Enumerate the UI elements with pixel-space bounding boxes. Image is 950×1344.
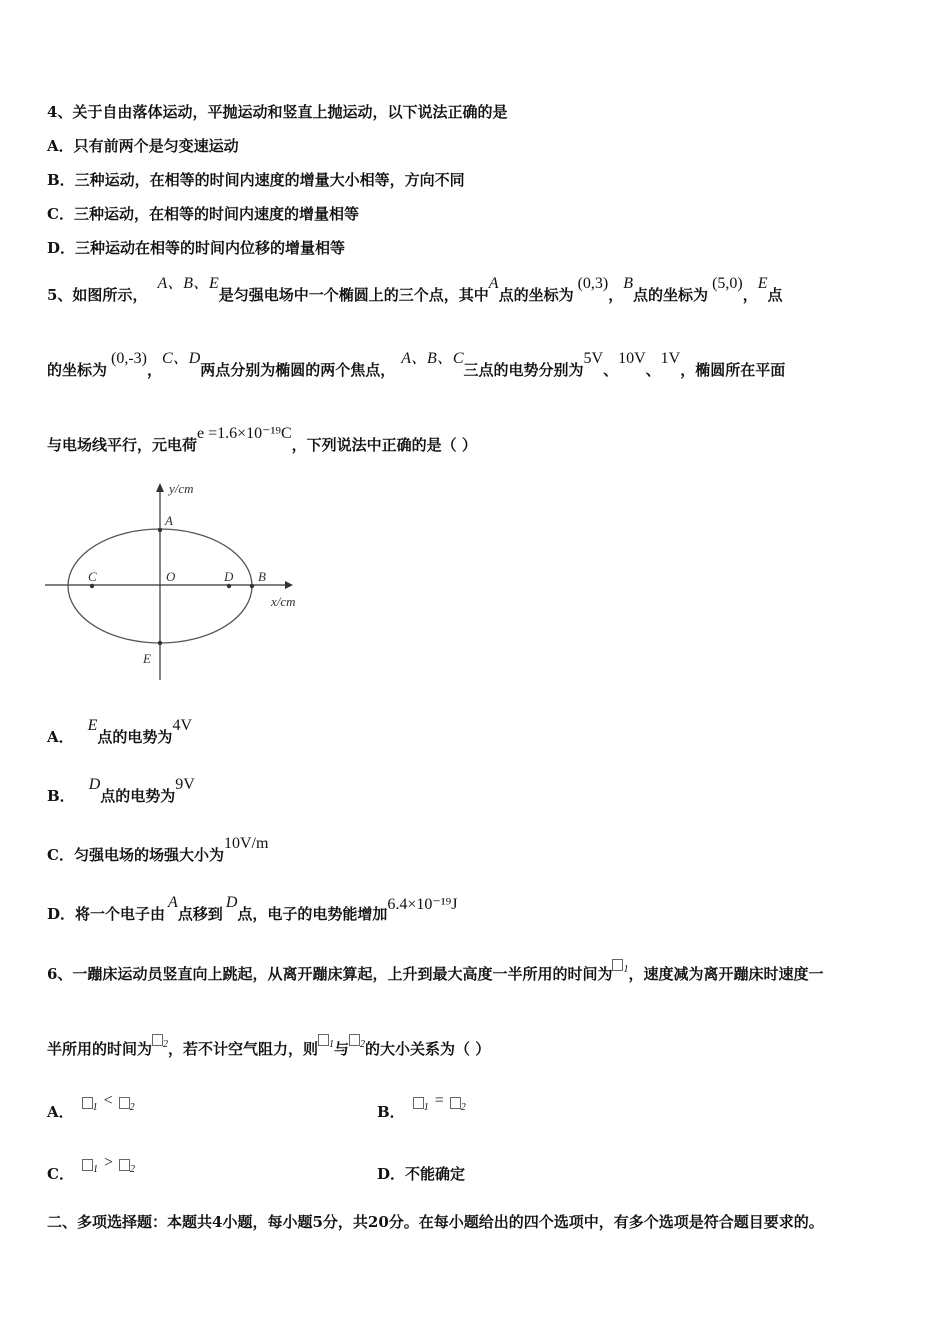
point-e-dot [158, 641, 162, 645]
q6-option-b: B． 1 = 2 [377, 1092, 466, 1121]
section2-heading: 二、多项选择题：本题共4小题，每小题5分，共20分。在每小题给出的四个选项中，有多个选项是符合题目要求的。 [47, 1213, 824, 1231]
point-d-dot [227, 584, 231, 588]
label-e: E [143, 651, 151, 666]
q6-option-a: A． 1 < 2 [47, 1092, 135, 1121]
points-abe: A、B、E [157, 275, 219, 292]
elementary-charge: e =1.6×10⁻¹⁹C [197, 425, 292, 442]
q4-option-b: B．三种运动，在相等的时间内速度的增量大小相等，方向不同 [47, 171, 465, 189]
q5-line2: 的坐标为(0,-3)，C、D两点分别为椭圆的两个焦点，A、B、C三点的电势分别为5V、10V、1V，椭圆所在平面 [47, 350, 786, 379]
q6-line2: 半所用的时间为 2，若不计空气阻力，则 1与 2的大小关系为（ ） [47, 1040, 490, 1058]
q4-option-a: A．只有前两个是匀变速运动 [47, 137, 239, 155]
q5-option-a: A．E点的电势为4V [47, 717, 192, 746]
q4-stem: 4、关于自由落体运动，平抛运动和竖直上抛运动，以下说法正确的是 [47, 103, 508, 121]
q6-option-c: C． 1 > 2 [47, 1154, 135, 1183]
potential-3: 1V [660, 350, 681, 367]
potential-1: 5V [583, 350, 604, 367]
point-e: E [757, 275, 768, 292]
x-axis-label: x/cm [271, 594, 296, 609]
potential-2: 10V [618, 350, 646, 367]
q5-option-c: C．匀强电场的场强大小为10V/m [47, 835, 269, 864]
q6-option-d: D．不能确定 [377, 1165, 466, 1183]
label-b: B [258, 569, 266, 584]
points-abc: A、B、C [401, 350, 464, 367]
q6-line1: 6、一蹦床运动员竖直向上跳起，从离开蹦床算起，上升到最大高度一半所用的时间为 1，速度减为离开蹦床时速度一 [47, 965, 823, 983]
ellipse-figure [45, 480, 315, 690]
placeholder-glyph [612, 959, 623, 971]
q5-line1: 5、如图所示，A、B、E是匀强电场中一个椭圆上的三个点，其中A点的坐标为(0,3)，B点的坐标为(5,0)，E点 [47, 275, 783, 304]
point-b: B [623, 275, 634, 292]
q5-option-d: D．将一个电子由A点移到D点，电子的电势能增加6.4×10⁻¹⁹J [47, 894, 458, 923]
points-cd: C、D [162, 350, 201, 367]
q4-option-c: C．三种运动，在相等的时间内速度的增量相等 [47, 205, 359, 223]
y-axis-label: y/cm [169, 481, 194, 496]
point-b-dot [250, 584, 254, 588]
q5-line3: 与电场线平行，元电荷e =1.6×10⁻¹⁹C，下列说法中正确的是（ ） [47, 425, 477, 454]
coord-a: (0,3) [577, 275, 609, 292]
label-a: A [165, 513, 173, 528]
y-axis-arrow [156, 483, 164, 492]
point-c-dot [90, 584, 94, 588]
point-a: A [488, 275, 499, 292]
coord-e: (0,-3) [111, 350, 147, 367]
placeholder-glyph [152, 1034, 163, 1046]
label-d: D [224, 569, 234, 584]
point-a-dot [158, 528, 162, 532]
placeholder-glyph [349, 1034, 360, 1046]
coord-b: (5,0) [712, 275, 743, 292]
x-axis-arrow [285, 581, 293, 589]
q5-option-b: B．D点的电势为9V [47, 776, 195, 805]
q4-option-d: D．三种运动在相等的时间内位移的增量相等 [47, 239, 346, 257]
label-origin: O [166, 569, 176, 584]
placeholder-glyph [318, 1034, 329, 1046]
label-c: C [88, 569, 97, 584]
